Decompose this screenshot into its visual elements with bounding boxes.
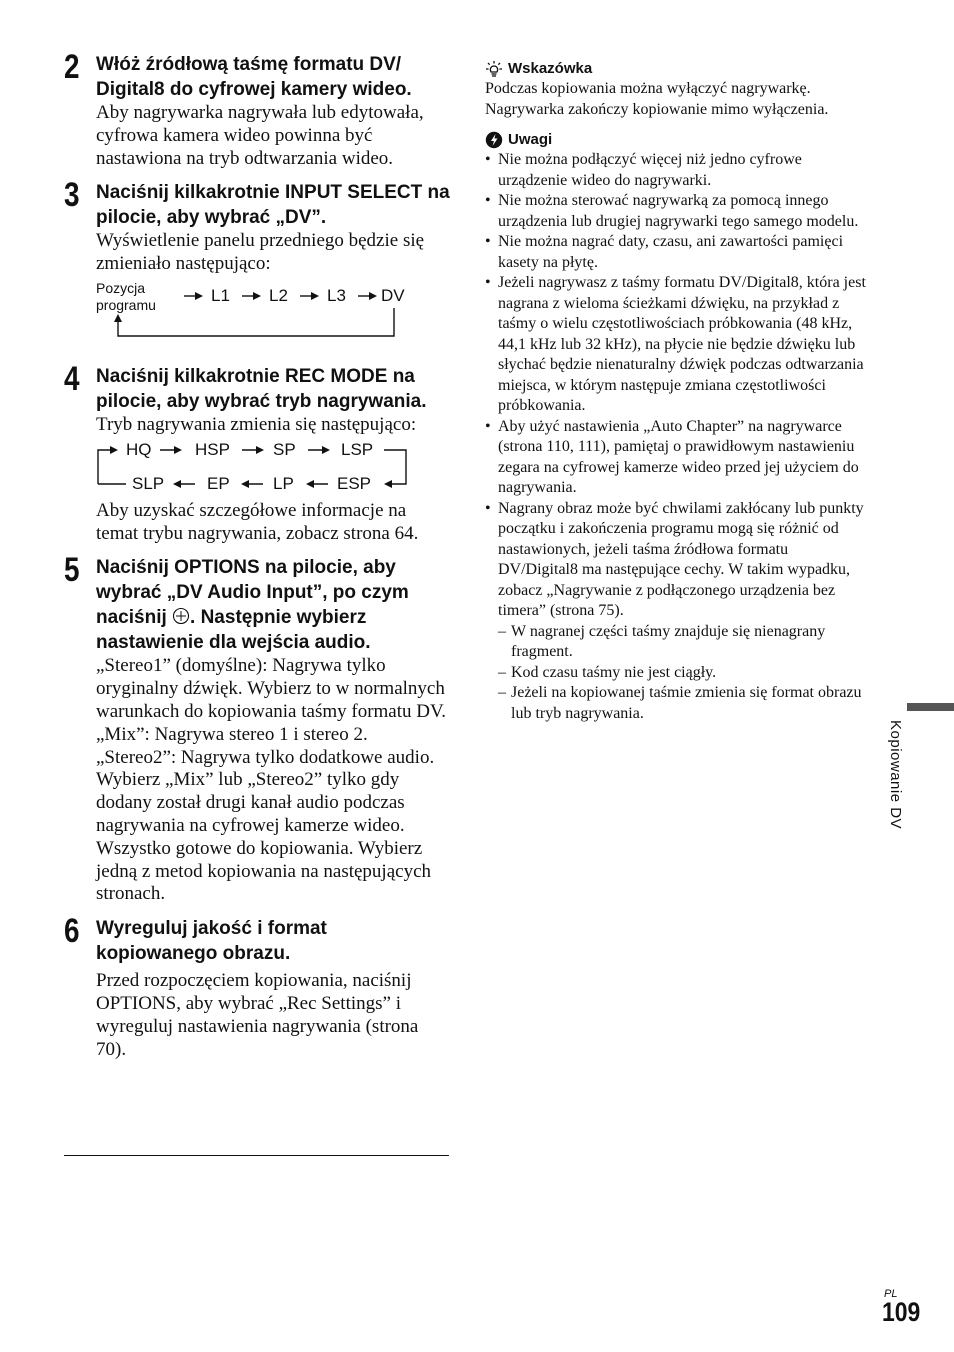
step-text: Wybierz „Mix” lub „Stereo2” tylko gdy dodany został drugi kanał audio podczas nagrywania na cyfrowej kamerze wideo. — [96, 769, 405, 836]
note-sub-item: – Kod czasu taśmy nie jest ciągły. — [485, 663, 870, 684]
step-text: „Stereo1” (domyślne): Nagrywa tylko oryginalny dźwięk. Wybierz to w normalnych warunkach do kopiowania taśmy formatu DV. — [96, 655, 447, 722]
step-title-part: Naciśnij OPTIONS na pilocie, aby wybrać „DV Audio Input”, po czym naciśnij — [96, 557, 409, 629]
page-language: PL — [884, 1288, 898, 1300]
step-2 — [64, 48, 450, 170]
step-body — [96, 102, 450, 170]
step-text: „Mix”: Nagrywa stereo 1 i stereo 2. — [96, 723, 368, 745]
column-end-rule — [64, 1155, 449, 1156]
step-body — [96, 230, 450, 276]
step-number: 4 — [64, 359, 80, 398]
step-body — [96, 655, 450, 906]
step-title: Wyreguluj jakość i format kopiowanego obrazu. — [96, 918, 327, 965]
note-sub-item: – W nagranej części taśmy znajduje się nienagrany fragment. — [485, 622, 870, 663]
right-column — [485, 59, 870, 724]
step-text: „Stereo2”: Nagrywa tylko dodatkowe audio. — [96, 746, 435, 768]
rec-mode-diagram — [96, 439, 450, 500]
step-number: 2 — [64, 48, 80, 86]
tip-title: Wskazówka — [508, 60, 593, 77]
notes-list — [485, 150, 870, 622]
diagram-label: programu — [96, 296, 156, 313]
step-4 — [64, 359, 450, 545]
notes-sub-list — [485, 622, 870, 725]
note-item: • Nagrany obraz może być chwilami zakłócany lub punkty początku i zakończenia programu mogą się różnić od nastawionych, jeżeli taśma źródłowa formatu DV/Digital8 ma następujące cechy. W takim wypadku, zobacz „Nagrywanie z podłączonego urządzenia bez timera” (strona 75). — [485, 499, 870, 622]
rec-mode-item: LP — [273, 473, 294, 493]
step-text: Tryb nagrywania zmienia się następująco: — [96, 413, 417, 435]
step-text: Wyświetlenie panelu przedniego będzie się zmieniało następująco: — [96, 230, 425, 275]
rec-mode-item: LSP — [341, 439, 374, 459]
notes-heading — [485, 130, 870, 150]
rec-mode-item: ESP — [337, 473, 372, 493]
step-title: Naciśnij kilkakrotnie REC MODE na pilocie, aby wybrać tryb nagrywania. — [96, 365, 427, 412]
step-text: Aby uzyskać szczegółowe informacje na temat trybu nagrywania, zobacz strona 64. — [96, 499, 419, 544]
step-text: Wszystko gotowe do kopiowania. Wybierz jedną z metod kopiowania na następujących stronach. — [96, 837, 432, 905]
note-sub-item: – Jeżeli na kopiowanej taśmie zmienia się format obrazu lub tryb nagrywania. — [485, 683, 870, 724]
step-title: Naciśnij kilkakrotnie INPUT SELECT na pilocie, aby wybrać „DV”. — [96, 182, 450, 229]
step-text: Przed rozpoczęciem kopiowania, naciśnij OPTIONS, aby wybrać „Rec Settings” i wyreguluj nastawienia nagrywania (strona 70). — [96, 970, 419, 1060]
rec-mode-item: HQ — [126, 439, 152, 459]
step-title: Włóż źródłową taśmę formatu DV/ Digital8 do cyfrowej kamery wideo. — [96, 54, 412, 100]
input-item: L1 — [211, 285, 230, 305]
left-column — [64, 48, 450, 1061]
warning-icon — [485, 131, 503, 149]
step-text: Aby nagrywarka nagrywała lub edytowała, cyfrowa kamera wideo powinna być nastawiona na tryb odtwarzania wideo. — [96, 102, 424, 169]
tip-heading — [485, 59, 870, 79]
step-body — [96, 414, 450, 437]
tip-text: Podczas kopiowania można wyłączyć nagrywarkę. Nagrywarka zakończy kopiowanie mimo wyłączenia. — [485, 80, 829, 118]
step-number: 6 — [64, 912, 80, 951]
note-item: • Nie można sterować nagrywarką za pomocą innego urządzenia lub drugiej nagrywarki tego samego modelu. — [485, 191, 870, 232]
lightbulb-icon — [485, 60, 503, 78]
section-tab-marker — [907, 703, 954, 711]
input-select-diagram — [96, 276, 450, 346]
step-number: 5 — [64, 551, 80, 590]
rec-mode-item: EP — [207, 473, 230, 493]
rec-mode-item: SLP — [132, 473, 165, 493]
step-body — [96, 500, 450, 546]
step-title-part: . Następnie wybierz nastawienie dla wejścia audio. — [96, 607, 371, 654]
step-6 — [64, 912, 450, 1061]
note-item: • Aby użyć nastawienia „Auto Chapter” na nagrywarce (strona 110, 111), pamiętaj o prawidłowym nastawieniu zegara na cyfrowej kamerze wideo przed jej użyciem do nagrywania. — [485, 417, 870, 499]
diagram-label: Pozycja — [96, 279, 146, 296]
input-item: L2 — [269, 285, 288, 305]
input-item: DV — [381, 285, 405, 305]
step-title — [96, 555, 450, 655]
page-number: 109 — [882, 1297, 921, 1327]
enter-button-icon — [172, 607, 190, 625]
step-5 — [64, 551, 450, 906]
notes-title: Uwagi — [508, 131, 553, 148]
note-item: • Nie można nagrać daty, czasu, ani zawartości pamięci kasety na płytę. — [485, 232, 870, 273]
rec-mode-item: HSP — [195, 439, 230, 459]
section-side-label: Kopiowanie DV — [887, 720, 904, 830]
step-3 — [64, 176, 450, 346]
step-body — [96, 970, 450, 1061]
step-number: 3 — [64, 176, 80, 215]
flow-arrows — [96, 276, 416, 346]
rec-mode-item: SP — [273, 439, 296, 459]
input-item: L3 — [327, 285, 346, 305]
note-item: • Nie można podłączyć więcej niż jedno cyfrowe urządzenie wideo do nagrywarki. — [485, 150, 870, 191]
note-item: • Jeżeli nagrywasz z taśmy formatu DV/Digital8, która jest nagrana z wieloma ścieżkami dźwięku, na przykład z taśmy o wielu częstotliwościach próbkowania (48 kHz, 44,1 kHz lub 32 kHz), na płycie nie będzie dźwięku lub słychać będzie nienaturalny dźwięk podczas odtwarzania miejsca, w którym następuje zmiana częstotliwości próbkowania. — [485, 273, 870, 417]
